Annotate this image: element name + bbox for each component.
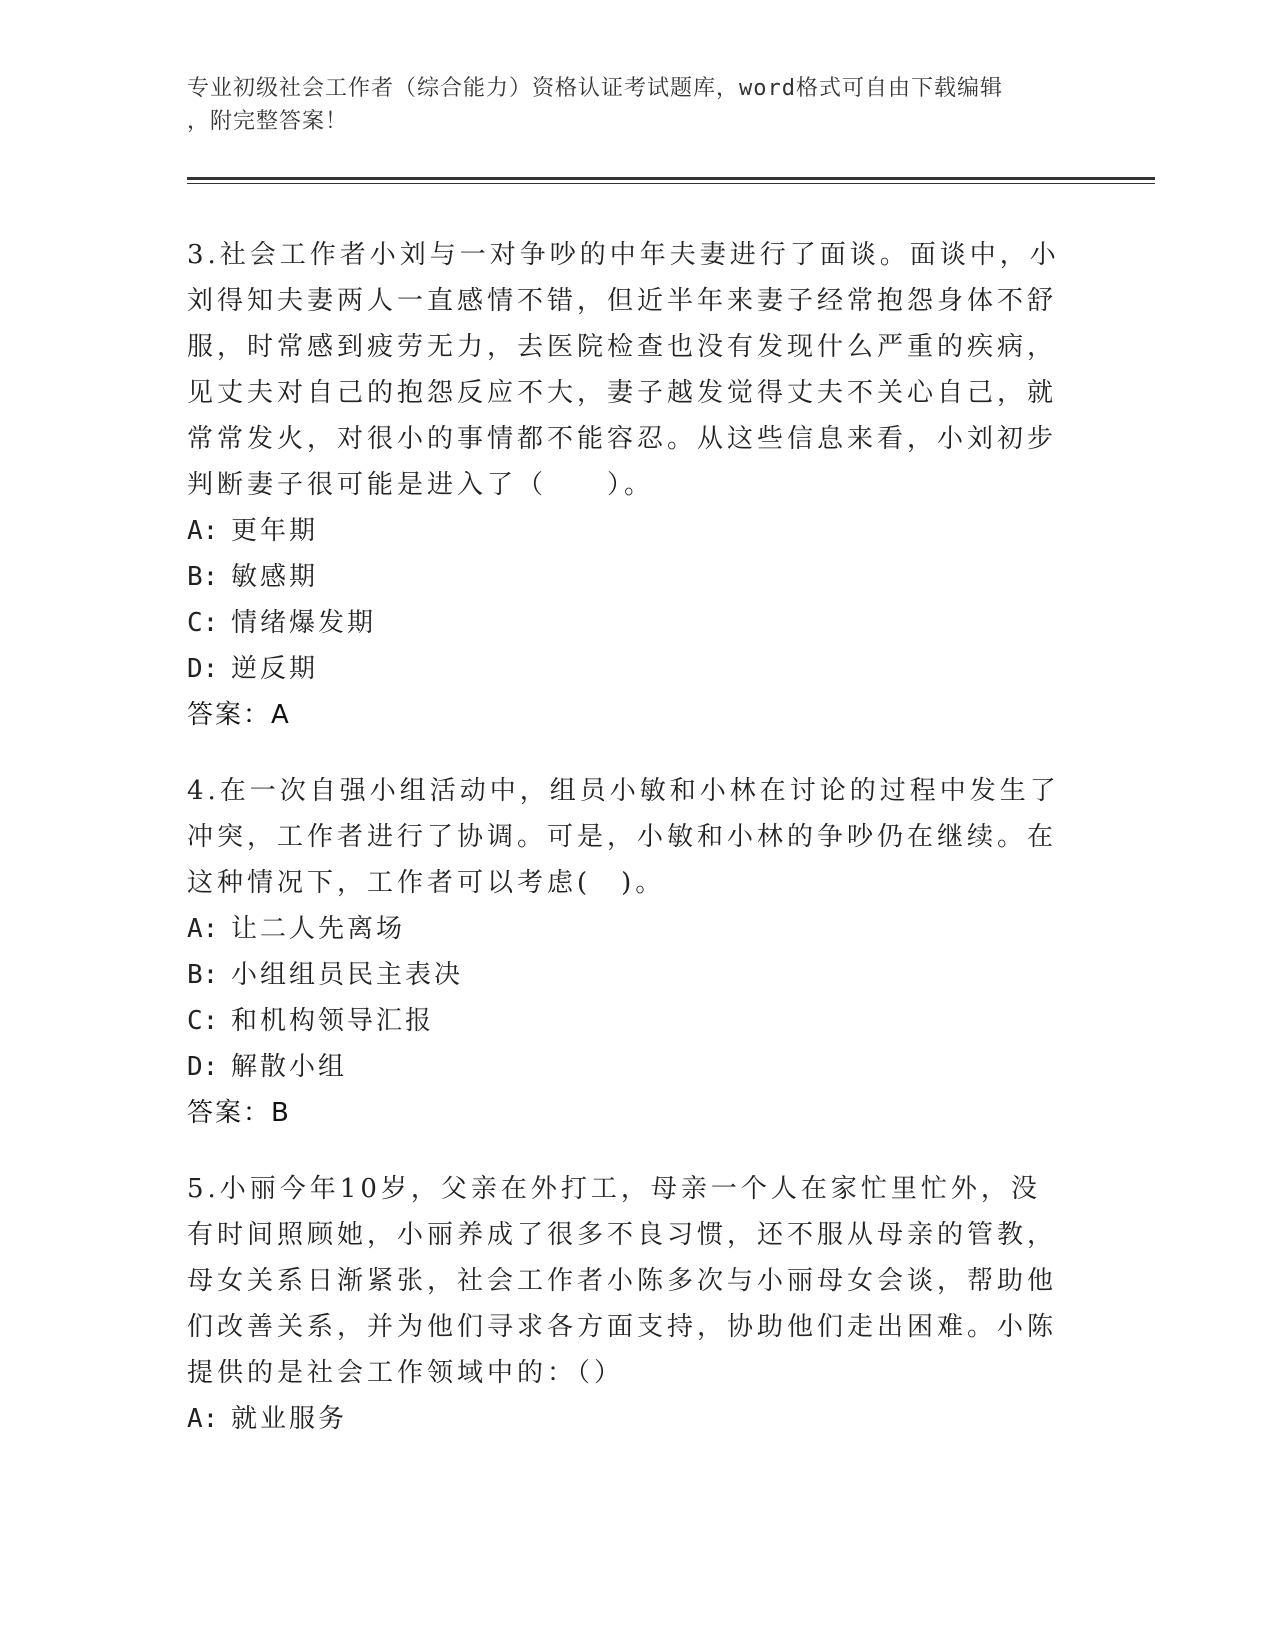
option-letter: D: — [187, 1052, 219, 1082]
header-title-line-1: 专业初级社会工作者（综合能力）资格认证考试题库，word格式可自由下载编辑 — [187, 76, 1003, 101]
header-divider-thin — [187, 183, 1155, 184]
option-text: 更年期 — [231, 516, 319, 546]
option-b — [187, 952, 1067, 998]
option-letter: B: — [187, 562, 219, 592]
question-4 — [187, 768, 1067, 1136]
answer-line: 答案：B — [187, 1098, 291, 1128]
option-text: 解散小组 — [231, 1052, 348, 1082]
header-title-line-2: ，附完整答案！ — [187, 109, 349, 134]
option-a — [187, 508, 1067, 554]
option-text: 敏感期 — [231, 562, 319, 592]
question-stem: 4.在一次自强小组活动中，组员小敏和小林在讨论的过程中发生了冲突，工作者进行了协调。可是，小敏和小林的争吵仍在继续。在这种情况下，工作者可以考虑( )。 — [187, 776, 1060, 898]
option-text: 和机构领导汇报 — [231, 1006, 435, 1036]
question-list — [187, 232, 1067, 1472]
option-letter: B: — [187, 960, 219, 990]
page-header — [187, 72, 1067, 138]
question-3 — [187, 232, 1067, 738]
option-text: 小组组员民主表决 — [231, 960, 464, 990]
header-divider-thick — [187, 177, 1155, 180]
option-text: 逆反期 — [231, 654, 319, 684]
option-d — [187, 646, 1067, 692]
question-stem: 3.社会工作者小刘与一对争吵的中年夫妻进行了面谈。面谈中，小刘得知夫妻两人一直感情不错，但近半年来妻子经常抱怨身体不舒服，时常感到疲劳无力，去医院检查也没有发现什么严重的疾病，见丈夫对自己的抱怨反应不大，妻子越发觉得丈夫不关心自己，就常常发火，对很小的事情都不能容忍。从这些信息来看，小刘初步判断妻子很可能是进入了（ ）。 — [187, 240, 1060, 500]
option-letter: A: — [187, 1404, 219, 1434]
option-letter: C: — [187, 1006, 219, 1036]
option-text: 情绪爆发期 — [231, 608, 377, 638]
option-d — [187, 1044, 1067, 1090]
option-a — [187, 1396, 1067, 1442]
question-5 — [187, 1166, 1067, 1442]
option-letter: C: — [187, 608, 219, 638]
option-letter: A: — [187, 914, 219, 944]
option-text: 让二人先离场 — [231, 914, 406, 944]
option-a — [187, 906, 1067, 952]
option-c — [187, 998, 1067, 1044]
question-stem: 5.小丽今年10岁，父亲在外打工，母亲一个人在家忙里忙外，没有时间照顾她，小丽养成了很多不良习惯，还不服从母亲的管教，母女关系日渐紧张，社会工作者小陈多次与小丽母女会谈，帮助他们改善关系，并为他们寻求各方面支持，协助他们走出困难。小陈提供的是社会工作领域中的：（） — [187, 1174, 1058, 1388]
option-c — [187, 600, 1067, 646]
option-text: 就业服务 — [231, 1404, 348, 1434]
answer-line: 答案：A — [187, 700, 291, 730]
option-letter: D: — [187, 654, 219, 684]
option-b — [187, 554, 1067, 600]
option-letter: A: — [187, 516, 219, 546]
